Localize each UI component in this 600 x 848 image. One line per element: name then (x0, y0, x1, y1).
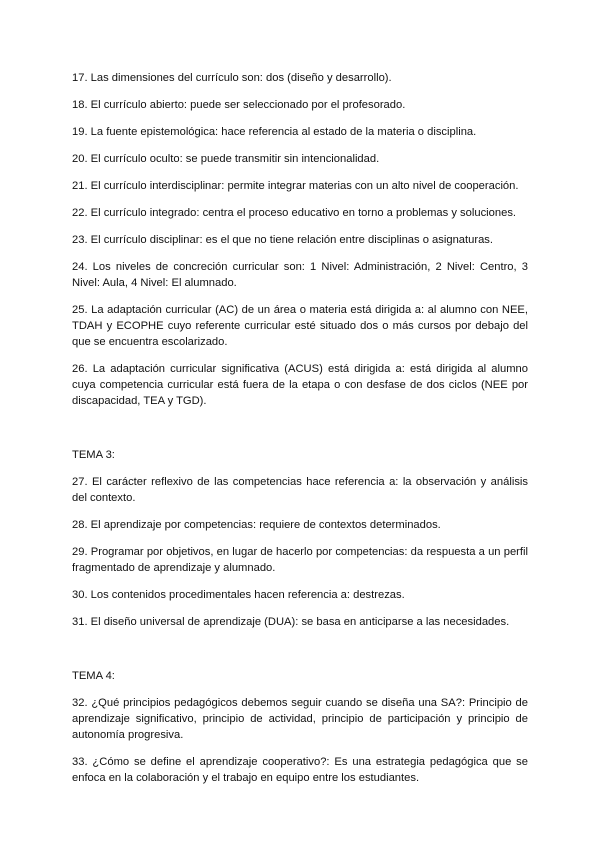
question-24: 24. Los niveles de concreción curricular son: 1 Nivel: Administración, 2 Nivel: Centro, 3 Nivel: Aula, 4 Nivel: El alumnado. (72, 261, 528, 289)
question-19: 19. La fuente epistemológica: hace referencia al estado de la materia o disciplina. (72, 126, 477, 138)
section-spacer (72, 420, 528, 447)
question-29: 29. Programar por objetivos, en lugar de hacerlo por competencias: da respuesta a un perfil fragmentado de aprendizaje y alumnado. (72, 546, 528, 574)
question-17: 17. Las dimensiones del currículo son: dos (diseño y desarrollo). (72, 72, 392, 84)
question-30: 30. Los contenidos procedimentales hacen referencia a: destrezas. (72, 589, 405, 601)
document-page (72, 70, 528, 797)
question-32: 32. ¿Qué principios pedagógicos debemos seguir cuando se diseña una SA?: Principio de aprendizaje significativo, principio de actividad, principio de participación y principio de autonomía progresiva. (72, 697, 528, 741)
question-27: 27. El carácter reflexivo de las competencias hace referencia a: la observación y análisis del contexto. (72, 476, 528, 504)
question-26: 26. La adaptación curricular significativa (ACUS) está dirigida a: está dirigida al alumno cuya competencia curricular está fuera de la etapa o con desfase de dos ciclos (NEE por discapacidad, TEA y TGD). (72, 363, 528, 407)
question-18: 18. El currículo abierto: puede ser seleccionado por el profesorado. (72, 99, 406, 111)
question-31: 31. El diseño universal de aprendizaje (DUA): se basa en anticiparse a las necesidades. (72, 616, 510, 628)
tema-4-heading: TEMA 4: (72, 670, 115, 682)
section-spacer (72, 641, 528, 668)
question-33: 33. ¿Cómo se define el aprendizaje cooperativo?: Es una estrategia pedagógica que se enfoca en la colaboración y el trabajo en equipo entre los estudiantes. (72, 756, 528, 784)
question-28: 28. El aprendizaje por competencias: requiere de contextos determinados. (72, 519, 441, 531)
question-25: 25. La adaptación curricular (AC) de un área o materia está dirigida a: al alumno con NEE, TDAH y ECOPHE cuyo referente curricular esté situado dos o más cursos por debajo del que se encuentra escolarizado. (72, 304, 528, 348)
question-20: 20. El currículo oculto: se puede transmitir sin intencionalidad. (72, 153, 380, 165)
question-23: 23. El currículo disciplinar: es el que no tiene relación entre disciplinas o asignaturas. (72, 234, 494, 246)
question-21: 21. El currículo interdisciplinar: permite integrar materias con un alto nivel de cooperación. (72, 180, 519, 192)
tema-3-heading: TEMA 3: (72, 449, 115, 461)
question-22: 22. El currículo integrado: centra el proceso educativo en torno a problemas y soluciones. (72, 207, 517, 219)
